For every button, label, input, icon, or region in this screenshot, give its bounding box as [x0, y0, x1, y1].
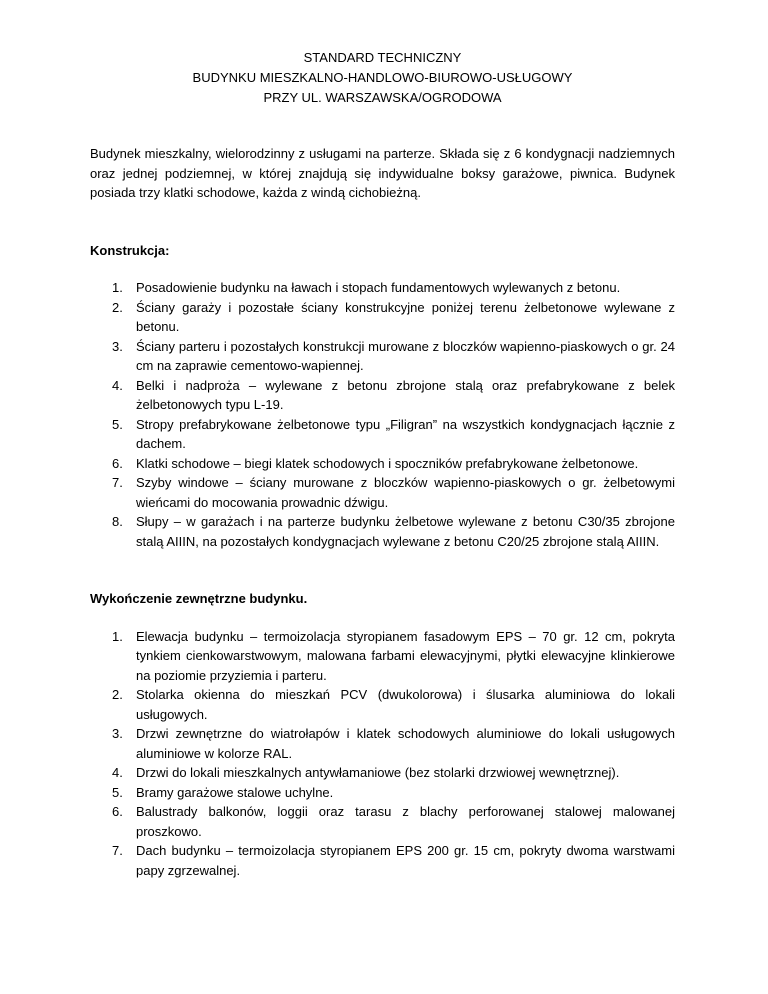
list-item-text: Balustrady balkonów, loggii oraz tarasu z blachy perforowanej stalowej malowanej proszkowo.	[136, 804, 675, 839]
title-line-3: PRZY UL. WARSZAWSKA/OGRODOWA	[263, 90, 502, 105]
wykonczenie-list	[90, 627, 675, 881]
list-item-number: 2.	[112, 299, 123, 315]
list-item	[90, 763, 675, 783]
list-item-text: Elewacja budynku – termoizolacja styropianem fasadowym EPS – 70 gr. 12 cm, pokryta tynkiem cienkowarstwowym, malowana farbami elewacyjnymi, płytki elewacyjne klinkierowe na poziomie przyziemia i parteru.	[136, 628, 675, 683]
list-item	[90, 724, 675, 763]
list-item-number: 5.	[112, 416, 123, 432]
list-item	[90, 685, 675, 724]
list-item-text: Szyby windowe – ściany murowane z bloczków wapienno-piaskowych o gr. żelbetowymi wieńcami do mocowania prowadnic dźwigu.	[136, 475, 675, 510]
list-item-number: 1.	[112, 280, 123, 295]
konstrukcja-heading: Konstrukcja:	[90, 242, 170, 258]
list-item-text: Belki i nadproża – wylewane z betonu zbrojone stalą oraz prefabrykowane z belek żelbetonowych typu L-19.	[136, 377, 675, 412]
list-item-text: Ściany parteru i pozostałych konstrukcji murowane z bloczków wapienno-piaskowych o gr. 24 cm na zaprawie cementowo-wapiennej.	[136, 338, 675, 373]
list-item-text: Słupy – w garażach i na parterze budynku żelbetowe wylewane z betonu C30/35 zbrojone stalą AIIIN, na pozostałych kondygnacjach wylewane z betonu C20/25 zbrojone stalą AIIIN.	[136, 514, 675, 549]
list-item-text: Klatki schodowe – biegi klatek schodowych i spoczników prefabrykowane żelbetonowe.	[136, 455, 639, 471]
list-item	[90, 415, 675, 454]
list-item-number: 4.	[112, 377, 123, 393]
list-item-number: 6.	[112, 804, 123, 819]
list-item-text: Bramy garażowe stalowe uchylne.	[136, 784, 334, 800]
list-item-text: Posadowienie budynku na ławach i stopach fundamentowych wylewanych z betonu.	[136, 280, 621, 295]
list-item-number: 8.	[112, 514, 123, 529]
wykonczenie-heading: Wykończenie zewnętrzne budynku.	[90, 591, 308, 606]
title-line-2: BUDYNKU MIESZKALNO-HANDLOWO-BIUROWO-USŁUGOWY	[192, 70, 573, 85]
list-item-text: Dach budynku – termoizolacja styropianem EPS 200 gr. 15 cm, pokryty dwoma warstwami papy zgrzewalnej.	[136, 843, 675, 878]
intro-paragraph: Budynek mieszkalny, wielorodzinny z usługami na parterze. Składa się z 6 kondygnacji nadziemnych oraz jednej podziemnej, w której znajdują się indywidualne boksy garażowe, piwnica. Budynek posiada trzy klatki schodowe, każda z windą cichobieżną.	[90, 146, 675, 200]
list-item-number: 3.	[112, 338, 123, 354]
list-item	[90, 298, 675, 337]
list-item-text: Ściany garaży i pozostałe ściany konstrukcyjne poniżej terenu żelbetonowe wylewane z betonu.	[136, 299, 675, 334]
list-item	[90, 802, 675, 841]
document-title	[90, 48, 675, 108]
list-item	[90, 473, 675, 512]
list-item-text: Stropy prefabrykowane żelbetonowe typu „Filigran” na wszystkich kondygnacjach łącznie z dachem.	[136, 416, 675, 451]
list-item-text: Stolarka okienna do mieszkań PCV (dwukolorowa) i ślusarka aluminiowa do lokali usługowych.	[136, 687, 675, 722]
list-item	[90, 783, 675, 803]
list-item	[90, 841, 675, 880]
list-item-number: 6.	[112, 455, 123, 471]
konstrukcja-list	[90, 278, 675, 551]
list-item-number: 3.	[112, 726, 123, 741]
list-item	[90, 512, 675, 551]
list-item-number: 1.	[112, 628, 123, 644]
list-item-number: 7.	[112, 843, 123, 858]
list-item-text: Drzwi do lokali mieszkalnych antywłamaniowe (bez stolarki drzwiowej wewnętrznej).	[136, 765, 620, 780]
list-item-number: 7.	[112, 475, 123, 490]
list-item-text: Drzwi zewnętrzne do wiatrołapów i klatek schodowych aluminiowe do lokali usługowych aluminiowe w kolorze RAL.	[136, 726, 675, 761]
list-item-number: 4.	[112, 765, 123, 780]
list-item	[90, 627, 675, 686]
list-item-number: 5.	[112, 784, 123, 800]
list-item-number: 2.	[112, 687, 123, 702]
list-item	[90, 337, 675, 376]
title-line-1: STANDARD TECHNICZNY	[303, 50, 462, 65]
list-item	[90, 376, 675, 415]
list-item	[90, 278, 675, 298]
list-item	[90, 454, 675, 474]
